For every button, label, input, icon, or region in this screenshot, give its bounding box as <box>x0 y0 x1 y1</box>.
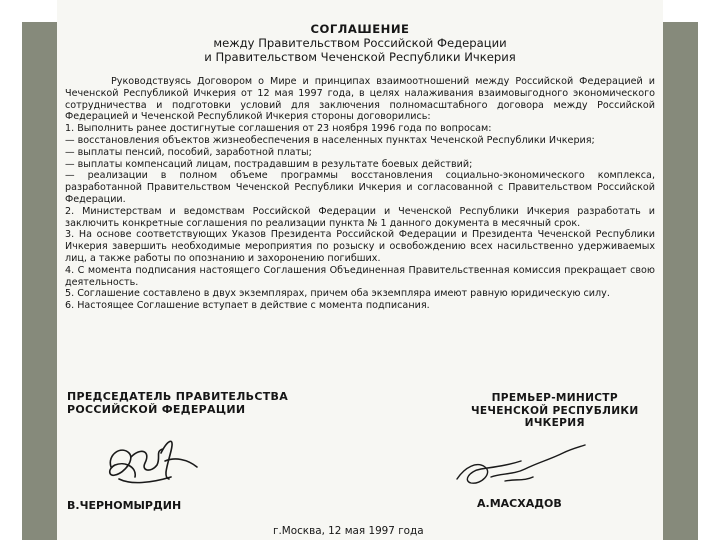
title-line-3: и Правительством Чеченской Республики Ичкерия <box>204 50 516 64</box>
document-body <box>65 76 655 312</box>
clause-1-sub-3: — выплаты компенсаций лицам, пострадавшим в результате боевых действий; <box>65 158 473 170</box>
preamble-paragraph: Руководствуясь Договором о Мире и принципах взаимоотношений между Российской Федерацией и Чеченской Республикой Ичкерия от 12 мая 1997 года, в целях налаживания взаимовыгодного экономического сотрудничества и подготовки условий для заключения полномасштабного договора между Российской Федерацией и Чеченской Республикой Ичкерия стороны договорились: <box>65 76 655 123</box>
clause-1: 1. Выполнить ранее достигнутые соглашения от 23 ноября 1996 года по вопросам: <box>65 123 492 135</box>
document-content <box>65 22 655 537</box>
left-title-line-2: РОССИЙСКОЙ ФЕДЕРАЦИИ <box>67 403 246 416</box>
clause-4: 4. С момента подписания настоящего Соглашения Объединенная Правительственная комиссия прекращает свою деятельность. <box>65 264 655 288</box>
signature-block <box>65 387 655 537</box>
clause-3: 3. На основе соответствующих Указов Президента Российской Федерации и Президента Чеченской Республики Ичкерия завершить необходимые мероприятия по розыску и освобождению всех насильственно удерживаемых лиц, а также работы по опознанию и захоронению погибших. <box>65 229 655 264</box>
clause-1-sub-1: — восстановления объектов жизнеобеспечения в населенных пунктах Чеченской Республики Ичкерия; <box>65 134 595 146</box>
right-title-line-1: ПРЕМЬЕР-МИНИСТР <box>491 392 618 404</box>
clause-1-sub-2: — выплаты пенсий, пособий, заработной платы; <box>65 146 312 158</box>
left-handwritten-signature <box>101 427 211 497</box>
clause-6: 6. Настоящее Соглашение вступает в действие с момента подписания. <box>65 300 430 312</box>
title-line-2: между Правительством Российской Федерации <box>213 36 507 50</box>
right-signatory-name: А.МАСХАДОВ <box>477 497 562 510</box>
left-signatory-title <box>67 390 288 416</box>
document-title <box>65 22 655 64</box>
right-signatory-title <box>471 392 639 430</box>
right-handwritten-signature <box>451 439 591 499</box>
clause-1-sub-4: — реализации в полном объеме программы восстановления социально-экономического комплекса, разработанной Правительством Чеченской Республики Ичкерия и согласованной с Правительством Российской Федерации. <box>65 170 655 205</box>
right-title-line-2: ЧЕЧЕНСКОЙ РЕСПУБЛИКИ <box>471 404 639 417</box>
place-and-date: г.Москва, 12 мая 1997 года <box>273 525 424 537</box>
clause-2: 2. Министерствам и ведомствам Российской Федерации и Чеченской Республики Ичкерия разработать и заключить конкретные соглашения по реализации пункта № 1 данного документа в месячный срок. <box>65 205 655 229</box>
title-line-1: СОГЛАШЕНИЕ <box>310 22 410 36</box>
left-title-line-1: ПРЕДСЕДАТЕЛЬ ПРАВИТЕЛЬСТВА <box>67 390 289 403</box>
clause-5: 5. Соглашение составлено в двух экземплярах, причем оба экземпляра имеют равную юридическую силу. <box>65 288 610 300</box>
right-title-line-3: ИЧКЕРИЯ <box>524 417 585 429</box>
left-signatory-name: В.ЧЕРНОМЫРДИН <box>67 499 182 512</box>
